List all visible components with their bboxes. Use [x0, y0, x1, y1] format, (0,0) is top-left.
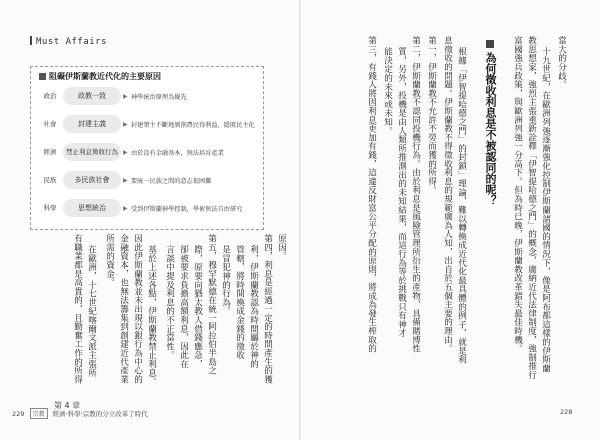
text-column: 管轄，將時間換成金錢的徵收	[234, 245, 245, 360]
row-category: 政治	[43, 92, 57, 100]
section-tag: 宗教	[30, 408, 48, 419]
page-number: 228	[560, 408, 573, 416]
row-description: 受到伊斯蘭神學控制，學術無法自由研究	[131, 206, 243, 213]
section-heading: 為何徵收利息是不被認同的呢？	[482, 40, 498, 206]
row-description: 神學統治原理為優先	[131, 94, 187, 101]
row-description: 由於沒有金融基本，無法培育產業	[131, 150, 224, 157]
text-column: 富國強兵政策，與歐洲列強一分高下。但為時已晚，伊斯蘭教改革錯失最佳時機。	[512, 36, 523, 353]
heading-marker-icon	[486, 40, 494, 48]
book-spine	[299, 0, 301, 440]
arrow-icon: ▶	[123, 149, 128, 156]
text-column: 所需的資金。	[104, 234, 115, 287]
text-column: 因此伊斯蘭教並未出現以銀行為中心的	[132, 234, 143, 384]
running-title: 經濟‧科學‧宗教的分立改革了時代	[52, 410, 148, 418]
bullet-icon	[39, 73, 46, 80]
chapter-label: 第 4 章	[54, 401, 81, 410]
series-header: Must Affairs	[30, 36, 107, 47]
text-column: 第二，伊斯蘭教不認同投機行為。由於利息是風險管理所衍生的產物，具備賭博性	[410, 36, 421, 353]
text-column: 有職業都是高貴的，且勤奮工作的所得	[72, 234, 83, 384]
row-category: 科學	[43, 204, 57, 212]
row-category: 民族	[43, 176, 57, 184]
box-row	[37, 141, 261, 163]
text-column: 言談中提及利息的不正當性。	[164, 245, 175, 360]
box-row	[37, 197, 261, 219]
text-column: 質，另外，投機是由人類所推測出的未知結果，而這行為等於挑戰只有神才	[396, 47, 407, 338]
text-column: 第五，穆罕默德在統一阿拉伯半島之	[206, 234, 217, 375]
text-column: 利，伊斯蘭教認為時間屬於神的	[248, 245, 259, 369]
causes-box	[30, 66, 264, 230]
text-column: 原因。	[276, 234, 287, 261]
text-column: 第一，伊斯蘭教不允許不勞而獲的所得。	[426, 36, 437, 195]
text-column: 是冒犯神的行為。	[220, 245, 231, 316]
text-column: 第三，有錢人將因利息更加有錢，這違反財富公平分配的原則，將成為發生榨取的	[366, 36, 377, 353]
arrow-icon: ▶	[123, 177, 128, 184]
text-column: 基於上述各點，伊斯蘭教禁止利息。	[146, 245, 157, 386]
text-column: 教思想家，強烈主張重新詮釋「伊智提哈德之門」的概念，廣納近代法律制度，強制推行	[526, 36, 537, 380]
text-column: 根據「伊智提哈德之門」的封鎖」理論，難以轉換成近代化最具體的例子，就是利	[456, 47, 467, 364]
text-column: 卻被要求負擔高額利息，因此在	[178, 245, 189, 369]
row-cause: 封建主義	[63, 115, 121, 133]
arrow-icon: ▶	[123, 205, 128, 212]
row-category: 經濟	[43, 148, 57, 156]
box-row	[37, 85, 261, 107]
box-title: 阻礙伊斯蘭教近代化的主要原因	[39, 71, 161, 82]
text-column: 在歐洲，十七世紀喀爾文派主張所	[86, 245, 97, 377]
row-description: 要統一民族之間的意志很困難	[131, 178, 212, 185]
text-column: 能決定的未來或未知。	[382, 47, 393, 135]
row-cause: 政教一致	[63, 87, 121, 105]
text-column: 第四，利息是經過一定的時間產生的獲	[262, 234, 273, 384]
box-row	[37, 169, 261, 191]
right-footer	[560, 408, 572, 416]
row-cause: 多民族社會	[63, 171, 121, 189]
text-column: 十九世紀，在歐洲列強逐漸強化控制伊斯蘭諸國的情況下，像是阿布都這樣的伊斯蘭	[540, 47, 551, 373]
text-column: 際，原要向猶太教人借錢應急，	[192, 245, 203, 369]
text-column: 息徵收的問題。伊斯蘭教不得徵收利息的規範廣為人知，出自於五個主要的理由。	[442, 36, 453, 353]
row-cause: 禁止利息徵收行為	[63, 143, 121, 161]
box-row	[37, 113, 261, 135]
row-category: 社會	[43, 120, 57, 128]
text-column: 金融資本，也無法籌集到創建近代產業	[118, 234, 129, 384]
page-number: 229	[12, 410, 25, 418]
row-cause: 思想統治	[63, 199, 121, 217]
left-footer	[12, 408, 148, 419]
text-column: 當大的分歧。	[556, 36, 567, 89]
arrow-icon: ▶	[123, 93, 128, 100]
arrow-icon: ▶	[123, 121, 128, 128]
row-description: 封建領主不斷地剝削農民得利益，隱匿民主化	[131, 122, 255, 129]
